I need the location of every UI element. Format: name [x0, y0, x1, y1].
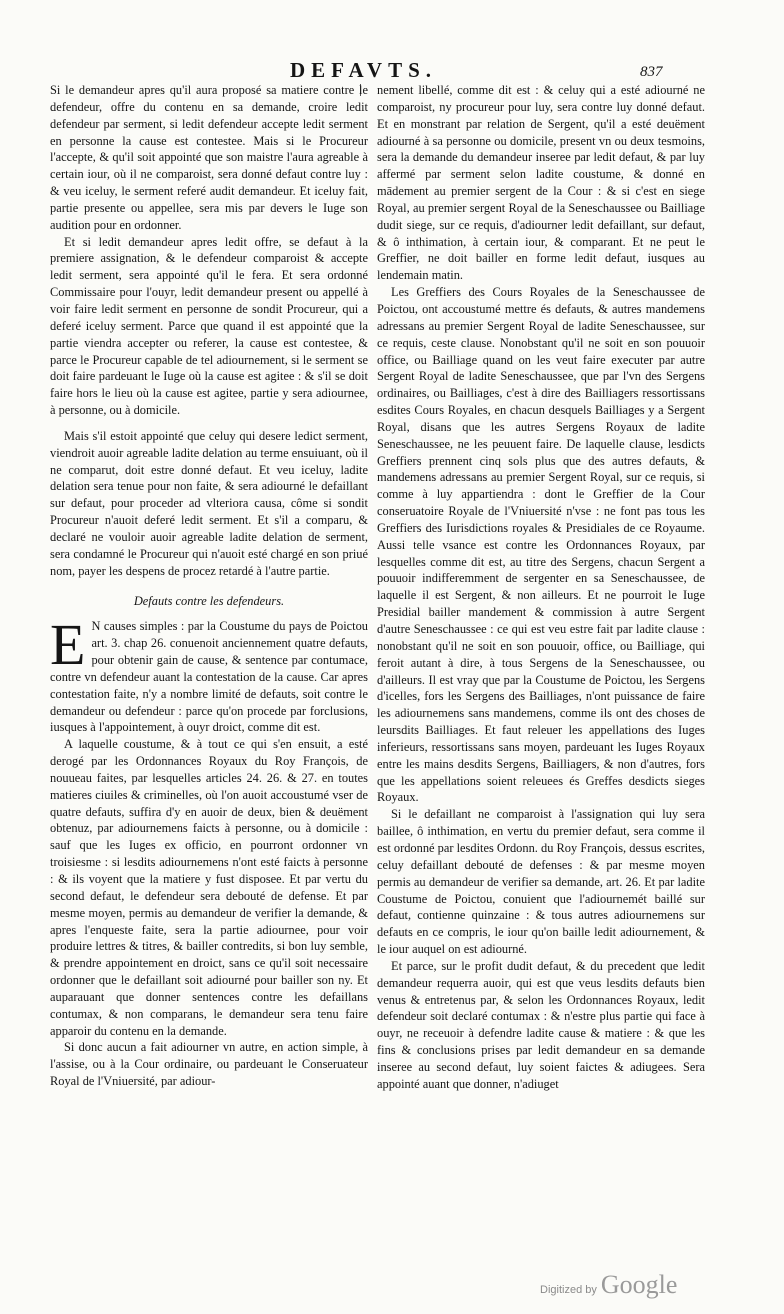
page-number: 837 — [640, 64, 663, 80]
running-head-title: DEFAVTS. — [290, 58, 438, 82]
paragraph-with-dropcap — [50, 612, 368, 736]
paragraph: Et parce, sur le profit dudit defaut, & du precedent que ledit demandeur requerra auoir, qui est que veus lesdits defauts bien venus & entretenus par, & selon les Ordonnances Royaux, ledit defendeur soit declaré contumax : & n'estre plus partie qui face à ouyr, ne receuoir à defendre ladite cause & matiere : & que les fins & conclusions prises par ledit demandeur en sa demande inseree au second defaut, luy soient faictes & adiugees. Sera appointé auant que donner, n'adiuget — [377, 958, 705, 1091]
watermark-prefix: Digitized by — [540, 1284, 597, 1296]
google-logo: Google — [600, 1270, 678, 1299]
digitized-watermark — [540, 1270, 677, 1300]
paragraph-text: N causes simples : par la Coustume du pays de Poictou art. 3. chap 26. conuenoit anciennement quatre defauts, pour obtenir gain de cause, & sentence par contumace, contre vn defendeur auant la contestation de la cause. Car apres contestation faite, n'y a nombre limité de defauts, soit contre le demandeur ou defendeur : parce qu'on procede par forclusions, iusques à l'appointement, à ouyr droict, comme dit est. — [50, 619, 368, 735]
paragraph: Si donc aucun a fait adiourner vn autre, en action simple, à l'assise, ou à la Cour ordinaire, ou pardeuant le Conseruateur Royal de l'Vniuersité, par adiour- — [50, 1040, 368, 1089]
paragraph: A laquelle coustume, & à tout ce qui s'en ensuit, a esté derogé par les Ordonnances Royaux du Roy François, de nouueau faites, par lesquelles articles 24. 26. & 27. en toutes matieres ciuiles & criminelles, où l'on auoit accoustumé vser de quatre defauts, suffira d'y en auoir de deux, bien & deuëment obtenuz, par adiournemens faicts à personne, ou à domicile : sauf que les Iuges ex officio, en pourront ordonner vn troisiesme : si lesdits adiournemens n'ont esté faicts à personne : & ils voyent que la matiere y fust disposee. Et par vertu du second defaut, le defendeur sera debouté de defense. Et par mesme moyen, permis au demandeur de verifier la demande, & apres l'enqueste faite, sera la partie adiournee, pour voir produire lettres & titres, & bailler contredits, si bon luy semble, & prendre appointement en droict, sans ce qu'il soit necessaire ordonner que le defaillant soit adiourné pour bailler son ny. Et auparauant que donner sentences contre les defaillans contumax, & non comparans, le demandeur sera tenu faire apparoir du contenu en la demande. — [50, 737, 368, 1038]
paragraph: nement libellé, comme dit est : & celuy qui a esté adiourné ne comparoist, ny procureur pour luy, sera contre luy donné defaut. Et en monstrant par relation de Sergent, qu'il a esté deuëment adiourné à sa personne ou domicile, present vn ou deux tesmoins, sera la demande du demandeur inseree par ledit defaut, & par luy affermé par serment selon ladite coustume, & donné en mādement au premier sergent de la Cour : & si c'est en siege Royal, au premier sergent Royal de la Seneschaussee ou Bailliage dudit siege, sur ce requis, d'adiourner ledit defaillant, sur defaut, & ô inthimation, à certain iour, & comparant. Et ne peut le Greffier, ne doit bailler en forme ledit defaut, iusques au lendemain matin. — [377, 83, 705, 283]
section-heading: Defauts contre les defendeurs. — [133, 594, 285, 609]
paragraph: Si le demandeur apres qu'il aura proposé sa matiere contre le defendeur, offre du contenu en sa demande, croire ledit defendeur par serment, si ledit defendeur accepte ledit serment en personne la cause est contestee. Mais si le Procureur l'accepte, & qu'il soit appointé que son maistre l'aura agreable à certain iour, où il ne comparoist, sera donné defaut contre luy : & veu iceluy, le serment referé audit demandeur. Et iceluy fait, partie presente ou appellee, sera mis par devers le Iuge son audition pour en ordonner. — [50, 83, 368, 232]
left-column — [50, 82, 368, 1090]
paragraph: Les Greffiers des Cours Royales de la Seneschaussee de Poictou, ont accoustumé mettre és defauts, & autres mandemens adressans au premier Sergent Royal de ladite Seneschaussee, sur ce requis, ceste clause. Nonobstant qu'il ne soit en son pouuoir office, ou Bailliage quand on les veut faire executer par autre Sergent Royal de ladite Seneschaussee, que par l'vn des Sergens ordinaires, ou Bailliages, c'est à dire des Bailliagers ressortissans esdites Cours Royales, en chacun desquels Bailliages y a Sergent Royal, disans que les autres Sergens Royaux de ladite Seneschaussee, ne les peuuent faire. De laquelle clause, lesdicts Greffiers prennent cinq sols plus que des autres defauts, & mandemens adressans au premier Sergent Royal, sur ce requis, si comme à luy appartiendra : dont le Greffier de la Cour conseruatoire Royale de l'Vniuersité n'vse : ne font pas tous les Greffiers des Iurisdictions royales & Presidiales de ce Royaume. Aussi telle vsance est contre les Ordonnances Royaux, par lesquelles comme dit est, au titre des Sergens, chacun Sergent a pouuoir indifferemment de sergenter en sa Seneschaussee, de laquelle il est Sergent, & non ailleurs. Et ne pourroit le Iuge Presidial bailler mandement & commission à autre Sergent d'autre Seneschaussee : ce qui est veu estre fait par ladite clause : nonobstant qu'il ne soit en son pouuoir, office, ou Bailliage, qui feroit autant à dire, à tous Sergens de la Seneschaussee, ou d'ailleurs. Il est vray que par la Coustume de Poictou, les Sergens d'icelles, fors les Sergens des Bailliages, n'ont puissance de faire les adiournemens sans mandemens, comme ils ont des choses de leursdits Bailliages. Et faut releuer les appellations des Iuges inferieurs, ressortissans sans moyen, pardeuant les Iuges Royaux entre les mains desdits Sergens, Bailliagers, & non d'autres, fors que les appellations soient releuees és Greffes desdicts sieges Royaux. — [377, 285, 705, 805]
paragraph: Mais s'il estoit appointé que celuy qui desere ledict serment, viendroit auoir agreable ladite delation au terme ensuiuant, où il ne comparut, doit estre donné defaut. Et veu iceluy, ladite delation sera tenue pour non faite, & sera adiourné le defaillant sur defaut, pour proceder ad vlteriora causa, côme si sondit Procureur n'auoit deferé ledit serment. Et s'il a comparu, & declaré ne vouloir auoir agreable ladite delation de serment, sera condamné le Procureur qui n'auoit esté chargé en son priué nom, payer les despens de procez retardé à l'autre partie. — [50, 428, 368, 578]
paragraph: Si le defaillant ne comparoist à l'assignation qui luy sera baillee, ô inthimation, en vertu du premier defaut, sera comme il est ordonné par lesdites Ordonn. du Roy François, dessus escrites, celuy defaillant debouté de defenses : & par mesme moyen permis au demandeur de verifier sa demande, art. 26. Et par ladite Coustume de Poictou, conuient que l'adiournemét baillé sur defaut, contienne quinzaine : & tous autres adiournemens sur defauts en ce compris, le iour qu'on baille ledit adiournement, & le iour auquel on est adiourné. — [377, 807, 705, 957]
right-column — [377, 82, 705, 1093]
dropcap-letter: E — [50, 612, 86, 678]
paragraph: Et si ledit demandeur apres ledit offre, se defaut à la premiere assignation, & le defendeur comparoist & accepte ledit serment, sera appointé qu'il le fera. Et sera ordonné Commissaire pour l'ouyr, ledit demandeur present ou appellé à voir faire ledit serment en personne de sondit Procureur, qui a deferé iceluy serment. Parce que quand il est appointé que la partie viendra accepter ou referer, la cause est contestee, & parce le Procureur capable de tel adiournement, si le serment se doit faire pardeuant le Iuge où la cause est agitee : & s'il se doit faire hors le lieu où la cause est agitee, partie y sera adiournee, à personne, ou à domicile. — [50, 234, 368, 418]
